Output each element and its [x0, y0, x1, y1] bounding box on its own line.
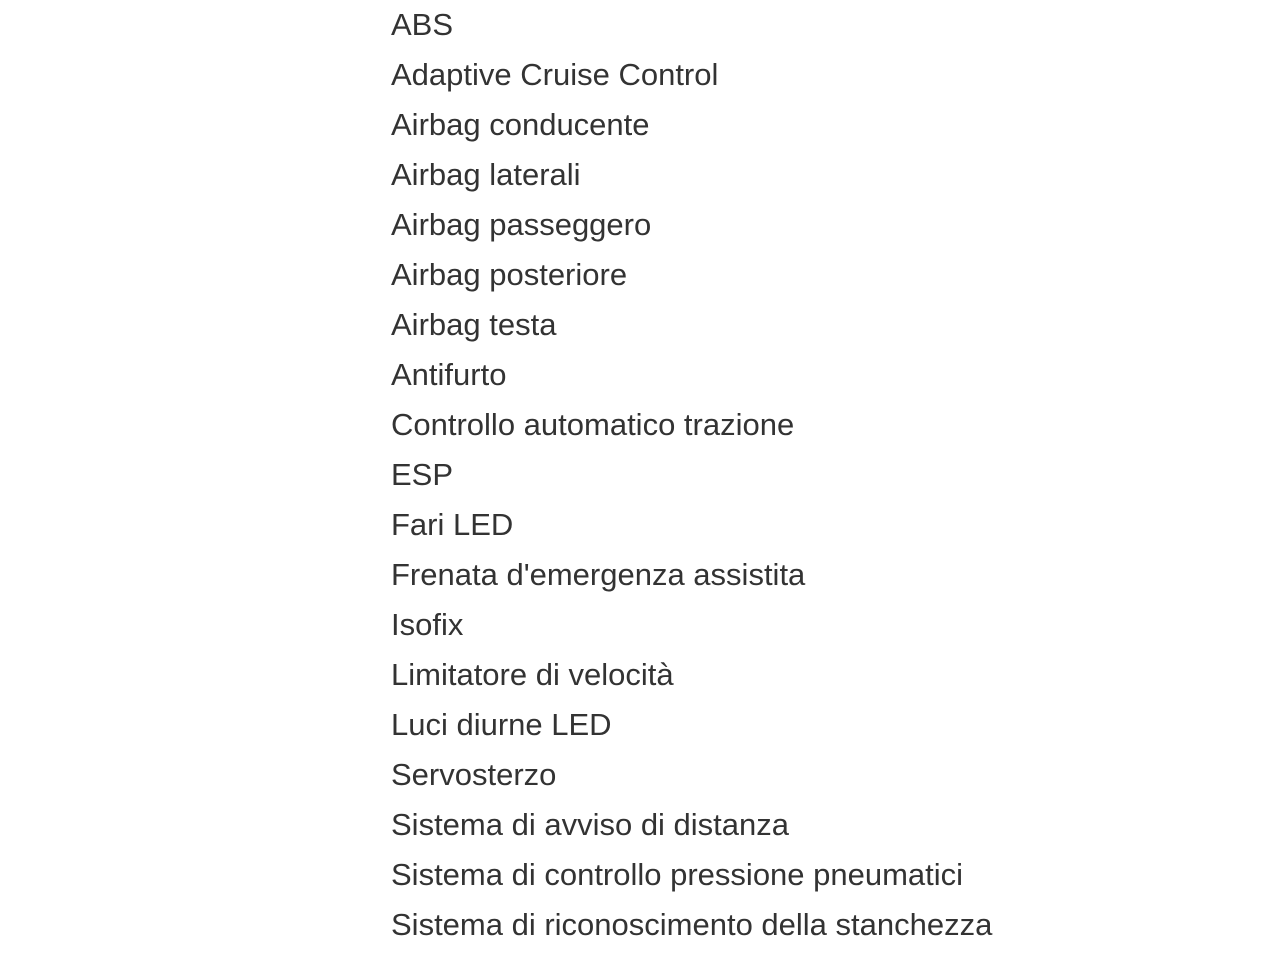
safety-features-list [391, 0, 992, 950]
list-item: Fari LED [391, 507, 514, 542]
list-item: Sistema di controllo pressione pneumatici [391, 857, 964, 892]
list-item: Luci diurne LED [391, 707, 612, 742]
list-item: Frenata d'emergenza assistita [391, 557, 806, 592]
list-item: Limitatore di velocità [391, 657, 674, 692]
list-item: ABS [391, 7, 454, 42]
list-item: Airbag testa [391, 307, 557, 342]
list-item: Isofix [391, 607, 464, 642]
list-item: Airbag conducente [391, 107, 650, 142]
list-item: Adaptive Cruise Control [391, 57, 719, 92]
list-item: Sistema di riconoscimento della stanchezza [391, 907, 993, 942]
list-item: Sistema di avviso di distanza [391, 807, 790, 842]
list-item: Airbag passeggero [391, 207, 652, 242]
list-item: Antifurto [391, 357, 507, 392]
list-item: ESP [391, 457, 454, 492]
list-item: Airbag laterali [391, 157, 581, 192]
list-item: Controllo automatico trazione [391, 407, 795, 442]
list-item: Servosterzo [391, 757, 557, 792]
list-item: Airbag posteriore [391, 257, 628, 292]
